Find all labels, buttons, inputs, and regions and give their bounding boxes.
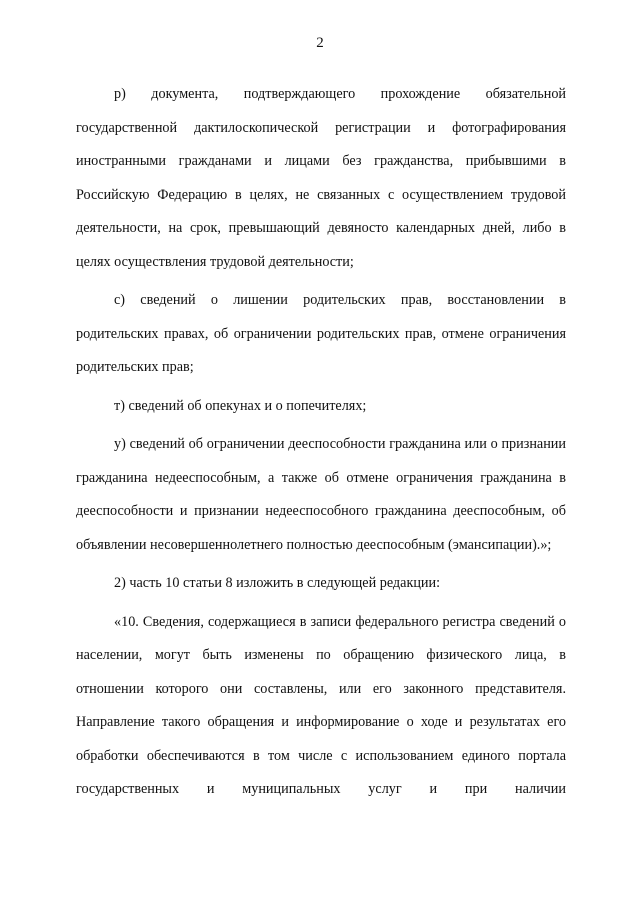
document-body	[76, 78, 566, 807]
paragraph-t: т) сведений об опекунах и о попечителях;	[114, 397, 367, 414]
paragraph-s: с) сведений о лишении родительских прав, восстановлении в родительских правах, об ограничении родительских прав, отмене ограничения родительских прав;	[76, 292, 566, 375]
page-number: 2	[316, 35, 324, 51]
paragraph-item-2: 2) часть 10 статьи 8 изложить в следующей редакции:	[114, 575, 441, 591]
paragraph-r: р) документа, подтверждающего прохождение обязательной государственной дактилоскопической регистрации и фотографирования иностранными гражданами и лицами без гражданства, прибывшими в Российскую Федерацию в целях, не связанных с осуществлением трудовой деятельности, на срок, превышающий девяносто календарных дней, либо в целях осуществления трудовой деятельности;	[76, 86, 566, 270]
paragraph-part-10: «10. Сведения, содержащиеся в записи федерального регистра сведений о населении, могут быть изменены по обращению физического лица, в отношении которого они составлены, или его законного представителя. Направление такого обращения и информирование о ходе и результатах его обработки обеспечиваются в том числе с использованием единого портала государственных и муниципальных услуг и при наличии	[76, 613, 566, 797]
paragraph-u: у) сведений об ограничении дееспособности гражданина или о признании гражданина недееспособным, а также об отмене ограничения гражданина в дееспособности и признании недееспособного гражданина дееспособным, об объявлении несовершеннолетнего полностью дееспособным (эмансипации).»;	[76, 436, 566, 553]
